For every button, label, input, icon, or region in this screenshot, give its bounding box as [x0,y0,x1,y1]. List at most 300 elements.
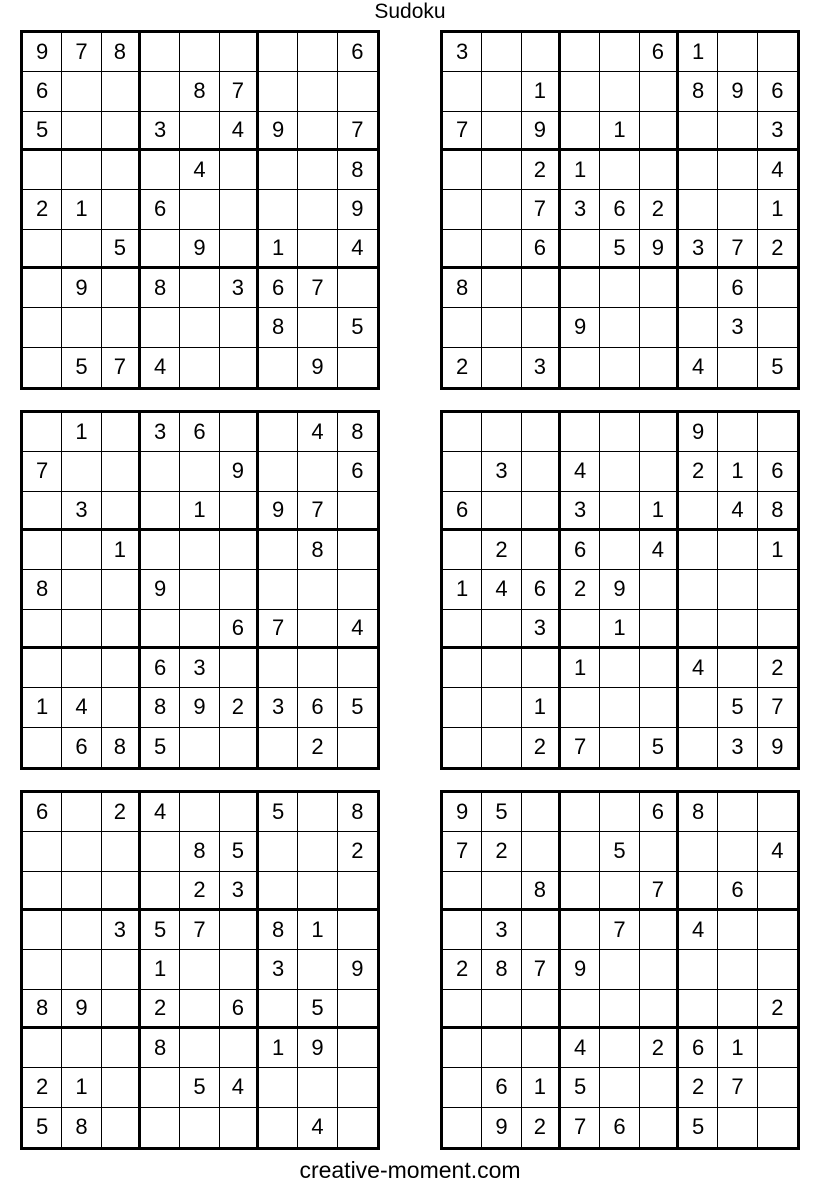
grid-cell: 4 [298,1108,337,1147]
grid-cell: 2 [23,1068,62,1107]
grid-cell: 6 [259,269,298,308]
grid-cell: 1 [23,688,62,727]
grid-cell [220,570,259,609]
grid-cell [561,872,600,911]
grid-cell [338,1108,377,1147]
grid-cell: 1 [718,452,757,491]
grid-cell [522,990,561,1029]
grid-cell [561,688,600,727]
grid-cell [718,190,757,229]
grid-cell: 9 [62,990,101,1029]
grid-cell [298,230,337,269]
grid-cell [718,1108,757,1147]
grid-cell: 9 [298,348,337,387]
grid-cell [482,230,521,269]
grid-cell [600,688,639,727]
grid-cell [220,230,259,269]
grid-cell [23,151,62,190]
grid-cell: 3 [443,33,482,72]
grid-cell [62,872,101,911]
grid-cell: 2 [443,348,482,387]
grid-cell [180,452,219,491]
page-title: Sudoku [374,0,446,23]
grid-cell [443,452,482,491]
grid-cell [561,112,600,151]
grid-cell [522,308,561,347]
grid-cell: 4 [482,570,521,609]
grid-cell: 2 [482,832,521,871]
grid-cell [443,649,482,688]
grid-cell: 6 [718,269,757,308]
grid-cell [640,950,679,989]
grid-cell [298,112,337,151]
grid-cell [679,190,718,229]
grid-cell [640,832,679,871]
grid-cell [259,452,298,491]
grid-cell [679,151,718,190]
grid-cell [679,492,718,531]
grid-cell [259,190,298,229]
grid-cell [561,793,600,832]
grid-cell [220,728,259,767]
grid-cell [758,1068,797,1107]
grid-cell [102,990,141,1029]
grid-cell [443,230,482,269]
grid-cell [62,649,101,688]
grid-cell [443,1029,482,1068]
grid-cell [180,793,219,832]
grid-cell: 9 [443,793,482,832]
grid-cell: 9 [23,33,62,72]
grid-cell [220,348,259,387]
grid-cell: 5 [298,990,337,1029]
grid-cell [102,492,141,531]
grid-cell [522,911,561,950]
grid-cell [259,413,298,452]
grid-cell [180,990,219,1029]
grid-cell [640,269,679,308]
grid-cell [482,33,521,72]
grid-cell: 3 [718,728,757,767]
grid-cell: 7 [443,112,482,151]
grid-cell [298,872,337,911]
grid-cell [443,610,482,649]
grid-cell: 4 [679,348,718,387]
grid-cell: 9 [338,950,377,989]
grid-cell: 2 [679,1068,718,1107]
grid-cell [259,649,298,688]
grid-cell [758,950,797,989]
grid-cell: 7 [102,348,141,387]
grid-cell [180,190,219,229]
grid-cell [561,911,600,950]
grid-cell: 2 [522,728,561,767]
grid-cell [640,413,679,452]
grid-cell: 1 [141,950,180,989]
grid-cell [180,269,219,308]
grid-cell [443,1108,482,1147]
grid-cell [298,151,337,190]
grid-cell [522,269,561,308]
grid-cell: 2 [482,531,521,570]
grid-cell [102,151,141,190]
grid-cell [298,452,337,491]
grid-cell: 3 [220,872,259,911]
grid-cell [679,688,718,727]
grid-cell: 7 [561,1108,600,1147]
grid-cell [220,33,259,72]
grid-cell: 1 [758,531,797,570]
grid-cell [482,308,521,347]
grid-cell: 5 [23,1108,62,1147]
grid-cell [640,348,679,387]
grid-cell: 3 [102,911,141,950]
grid-cell [718,832,757,871]
grid-cell [600,950,639,989]
grid-cell [718,112,757,151]
grid-cell [482,1029,521,1068]
grid-cell [220,308,259,347]
grid-cell: 6 [338,33,377,72]
grid-cell: 7 [298,492,337,531]
grid-cell [298,610,337,649]
grid-cell [561,230,600,269]
grid-cell [561,990,600,1029]
grid-cell: 6 [640,33,679,72]
grid-cell [62,793,101,832]
grid-cell: 5 [718,688,757,727]
grid-cell [600,1068,639,1107]
grid-cell [259,151,298,190]
grid-cell [220,413,259,452]
grid-cell [23,230,62,269]
sudoku-grid-5 [20,790,380,1150]
grid-cell: 5 [259,793,298,832]
grid-cell [338,570,377,609]
grid-cell [640,570,679,609]
grid-cell [180,33,219,72]
grid-cell [298,308,337,347]
grid-cell: 6 [220,990,259,1029]
grid-cell: 6 [180,413,219,452]
grid-cell [220,793,259,832]
grid-cell [600,151,639,190]
grid-cell [640,1108,679,1147]
grid-cell [141,308,180,347]
grid-cell: 8 [141,1029,180,1068]
grid-cell: 3 [679,230,718,269]
grid-cell [758,872,797,911]
grid-cell: 3 [482,452,521,491]
grid-cell: 9 [62,269,101,308]
grid-cell [102,1068,141,1107]
grid-cell: 6 [522,230,561,269]
grid-cell [522,33,561,72]
grid-cell: 4 [180,151,219,190]
grid-cell [600,452,639,491]
grid-cell: 9 [561,950,600,989]
grid-cell: 3 [522,348,561,387]
grid-cell: 2 [443,950,482,989]
grid-cell [482,649,521,688]
grid-cell: 7 [298,269,337,308]
grid-cell: 3 [141,413,180,452]
grid-cell [298,570,337,609]
grid-cell: 9 [718,72,757,111]
grid-cell [62,452,101,491]
grid-cell [561,269,600,308]
grid-cell [443,728,482,767]
grid-cell [640,308,679,347]
grid-cell [62,72,101,111]
grid-cell [640,990,679,1029]
grid-cell [679,112,718,151]
grid-cell [23,649,62,688]
grid-cell [561,348,600,387]
grid-cell [443,308,482,347]
grid-cell [259,872,298,911]
grid-cell [679,872,718,911]
grid-cell: 8 [338,413,377,452]
grid-cell [102,72,141,111]
grid-cell: 8 [679,72,718,111]
grid-cell [443,872,482,911]
grid-cell: 3 [220,269,259,308]
grid-cell [482,151,521,190]
grid-cell [180,950,219,989]
grid-cell [259,531,298,570]
grid-cell: 2 [102,793,141,832]
grid-cell: 3 [180,649,219,688]
grid-cell: 5 [23,112,62,151]
grid-cell [62,531,101,570]
grid-cell [679,950,718,989]
grid-cell [62,230,101,269]
grid-cell [62,112,101,151]
grid-cell [482,728,521,767]
grid-cell [443,911,482,950]
grid-cell: 4 [141,348,180,387]
grid-cell [102,308,141,347]
grid-cell [561,413,600,452]
grid-cell [180,531,219,570]
grid-cell [522,531,561,570]
grid-cell: 9 [259,112,298,151]
grid-cell: 3 [141,112,180,151]
grid-cell [220,950,259,989]
grid-cell [23,950,62,989]
grid-cell [443,151,482,190]
grid-cell [298,190,337,229]
grid-cell [180,1029,219,1068]
grid-cell: 4 [220,112,259,151]
grid-cell [298,1068,337,1107]
grid-cell [718,950,757,989]
grid-cell: 4 [561,1029,600,1068]
grid-cell [758,570,797,609]
grid-cell [640,72,679,111]
grid-cell [102,1108,141,1147]
grid-cell [718,990,757,1029]
grid-cell: 3 [522,610,561,649]
grid-cell [758,1029,797,1068]
grid-cell: 5 [679,1108,718,1147]
grid-cell [180,1108,219,1147]
grid-cell [679,269,718,308]
grid-cell [600,308,639,347]
grid-cell: 8 [62,1108,101,1147]
grid-cell [180,348,219,387]
grid-cell: 9 [220,452,259,491]
grid-cell [102,112,141,151]
grid-cell: 6 [600,190,639,229]
grid-cell: 2 [758,230,797,269]
grid-cell [600,531,639,570]
grid-cell [561,33,600,72]
grid-cell [522,793,561,832]
grid-cell: 1 [561,649,600,688]
grid-cell: 6 [522,570,561,609]
grid-cell [718,531,757,570]
grid-cell [23,531,62,570]
grid-cell: 2 [141,990,180,1029]
grid-cell [23,911,62,950]
grid-cell: 8 [443,269,482,308]
grid-cell [141,531,180,570]
grid-cell: 5 [220,832,259,871]
grid-cell [102,1029,141,1068]
grid-cell [298,649,337,688]
grid-cell [338,72,377,111]
grid-cell [259,570,298,609]
grid-cell [259,832,298,871]
grid-cell [758,308,797,347]
grid-cell [220,649,259,688]
grid-cell: 9 [259,492,298,531]
grid-cell: 2 [298,728,337,767]
grid-cell [679,308,718,347]
grid-cell [758,269,797,308]
grid-cell [338,269,377,308]
grid-cell [220,531,259,570]
grid-cell [482,688,521,727]
grid-cell [23,1029,62,1068]
grid-cell [482,872,521,911]
grid-cell: 5 [600,230,639,269]
grid-cell [62,308,101,347]
grid-cell [141,610,180,649]
grid-cell [298,33,337,72]
grid-cell [338,911,377,950]
grid-cell [141,1068,180,1107]
grid-cell [600,492,639,531]
grid-cell [718,649,757,688]
grid-cell [62,832,101,871]
grid-cell: 7 [640,872,679,911]
grid-cell: 5 [482,793,521,832]
grid-cell: 2 [758,649,797,688]
grid-cell: 2 [640,190,679,229]
grid-cell [102,649,141,688]
grid-cell: 7 [758,688,797,727]
grid-cell [640,649,679,688]
grid-cell [338,531,377,570]
grid-cell: 5 [561,1068,600,1107]
grid-cell: 8 [102,33,141,72]
grid-cell [259,72,298,111]
grid-cell [600,872,639,911]
grid-cell: 3 [758,112,797,151]
grid-cell [180,308,219,347]
grid-cell [62,950,101,989]
grid-cell [522,413,561,452]
sudoku-grid-3 [20,410,380,770]
grid-cell: 2 [758,990,797,1029]
grid-cell [522,492,561,531]
grid-cell [23,348,62,387]
grid-cell [102,190,141,229]
grid-cell: 3 [561,492,600,531]
grid-cell [758,413,797,452]
grid-cell: 9 [561,308,600,347]
grid-cell [443,413,482,452]
grid-cell: 8 [141,269,180,308]
grid-cell [640,452,679,491]
grid-cell: 1 [62,413,101,452]
grid-cell [220,1029,259,1068]
grid-cell: 3 [259,688,298,727]
grid-cell: 1 [679,33,718,72]
grid-cell: 6 [482,1068,521,1107]
grid-cell: 8 [102,728,141,767]
grid-cell [62,1029,101,1068]
grid-cell [482,610,521,649]
grid-cell: 2 [522,151,561,190]
grid-cell: 6 [23,793,62,832]
grid-cell [259,1108,298,1147]
grid-cell [443,990,482,1029]
grid-cell [679,531,718,570]
grid-cell: 9 [679,413,718,452]
grid-cell [220,190,259,229]
grid-cell [679,728,718,767]
grid-cell [298,72,337,111]
grid-cell [522,832,561,871]
grid-cell: 6 [298,688,337,727]
grid-cell: 2 [23,190,62,229]
grid-cell [758,1108,797,1147]
grid-cell [758,793,797,832]
grid-cell [338,649,377,688]
grid-cell [482,72,521,111]
grid-cell [23,728,62,767]
grid-cell [482,990,521,1029]
grid-cell: 7 [522,950,561,989]
grid-cell [102,950,141,989]
grid-cell [338,348,377,387]
grid-cell: 5 [771,354,784,380]
grid-cell [141,452,180,491]
grid-cell [600,348,639,387]
grid-cell: 4 [640,531,679,570]
grid-cell [640,151,679,190]
grid-cell: 3 [62,492,101,531]
grid-cell [718,348,757,387]
grid-cell: 7 [443,832,482,871]
grid-cell: 1 [259,230,298,269]
grid-cell [640,1068,679,1107]
grid-cell: 5 [180,1068,219,1107]
